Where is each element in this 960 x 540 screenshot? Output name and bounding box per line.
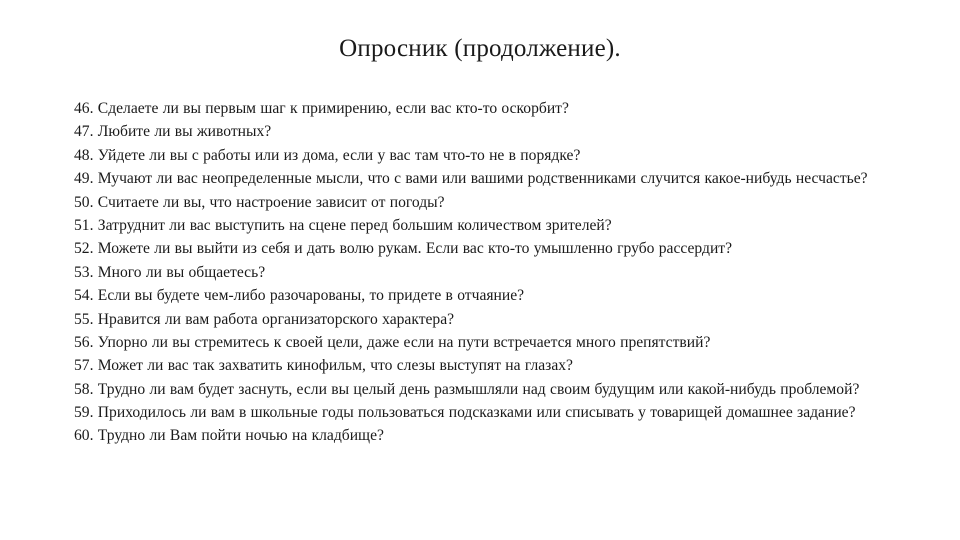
question-item: 55. Нравится ли вам работа организаторского характера? bbox=[74, 310, 455, 328]
question-item: 51. Затруднит ли вас выступить на сцене перед большим количеством зрителей? bbox=[74, 216, 612, 234]
question-item: 58. Трудно ли вам будет заснуть, если вы целый день размышляли над своим будущим или какой-нибудь проблемой? bbox=[74, 380, 860, 398]
question-item: 50. Считаете ли вы, что настроение зависит от погоды? bbox=[74, 193, 445, 211]
question-item: 56. Упорно ли вы стремитесь к своей цели, даже если на пути встречается много препятствий? bbox=[74, 333, 711, 351]
question-item: 57. Может ли вас так захватить кинофильм, что слезы выступят на глазах? bbox=[74, 357, 573, 375]
question-item: 48. Уйдете ли вы с работы или из дома, если у вас там что-то не в порядке? bbox=[74, 146, 581, 164]
question-item: 59. Приходилось ли вам в школьные годы пользоваться подсказками или списывать у товарищей домашнее задание? bbox=[74, 404, 856, 422]
question-item: 46. Сделаете ли вы первым шаг к примирению, если вас кто-то оскорбит? bbox=[74, 100, 569, 117]
question-item: 54. Если вы будете чем-либо разочарованы, то придете в отчаяние? bbox=[74, 287, 525, 305]
question-item: 52. Можете ли вы выйти из себя и дать волю рукам. Если вас кто-то умышленно грубо рассердит? bbox=[74, 240, 733, 258]
question-list bbox=[74, 98, 894, 449]
slide-title: Опросник (продолжение). bbox=[339, 35, 621, 62]
question-item: 49. Мучают ли вас неопределенные мысли, что с вами или вашими родственниками случится какое-нибудь несчастье? bbox=[74, 170, 868, 188]
question-item: 47. Любите ли вы животных? bbox=[74, 123, 272, 141]
question-item: 53. Много ли вы общаетесь? bbox=[74, 263, 266, 281]
question-item: 60. Трудно ли Вам пойти ночью на кладбище? bbox=[74, 427, 384, 445]
